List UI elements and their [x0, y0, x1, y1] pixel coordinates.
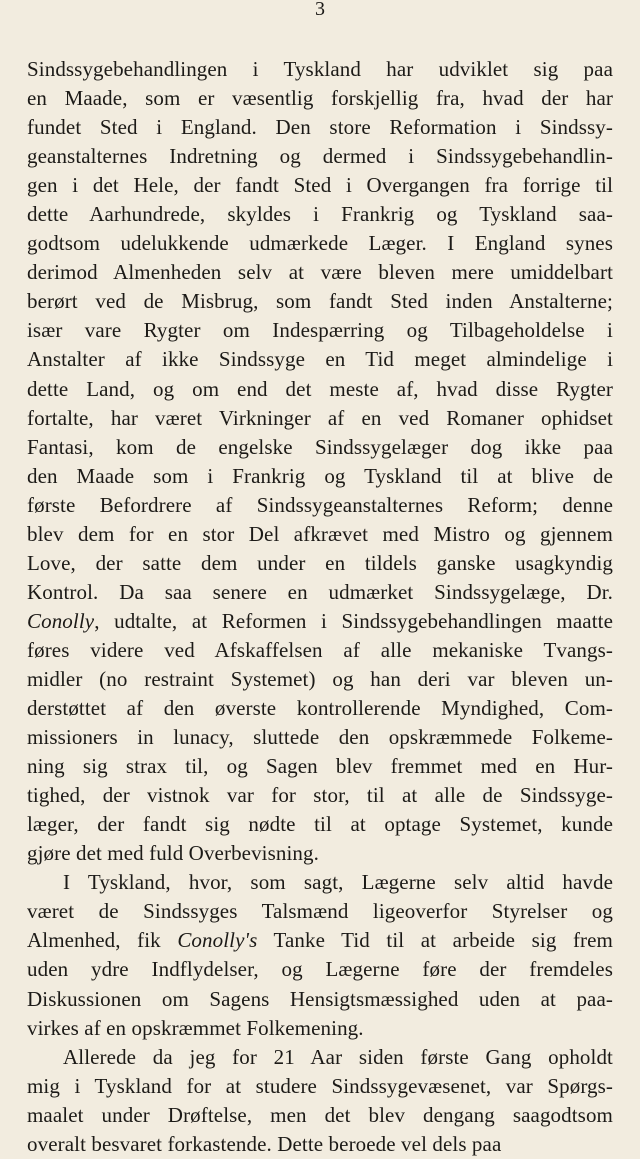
- text-run: især vare Rygter om Indespærring og Tilbageholdelse i: [27, 318, 613, 343]
- text-line: [27, 200, 613, 229]
- text-run: været de Sindssyges Talsmænd ligeoverfor Styrelser og: [27, 899, 613, 924]
- text-run: dette Land, og om end det meste af, hvad disse Rygter: [27, 376, 613, 401]
- text-line: [27, 258, 613, 287]
- text-run: missioners in lunacy, sluttede den opskræmmede Folkeme-: [27, 725, 613, 750]
- text-line: [27, 955, 613, 984]
- text-run: , udtalte, at Reformen i Sindssygebehandlingen maatte: [94, 608, 613, 633]
- text-run: I Tyskland, hvor, som sagt, Lægerne selv altid havde: [63, 870, 613, 895]
- paragraph: [27, 55, 613, 868]
- text-run: geanstalternes Indretning og dermed i Sindssygebehandlin-: [27, 144, 613, 169]
- text-run: derimod Almenheden selv at være bleven mere umiddelbart: [27, 260, 613, 285]
- text-run: fortalte, har været Virkninger af en ved Romaner ophidset: [27, 405, 613, 430]
- text-run: Almenhed, fik: [27, 928, 178, 953]
- text-line: [27, 113, 613, 142]
- text-line: [27, 375, 613, 404]
- text-run: virkes af en opskræmmet Folkemening.: [27, 1015, 364, 1040]
- text-line: [27, 897, 613, 926]
- text-run: Tanke Tid til at arbeide sig frem: [257, 928, 613, 953]
- text-run: føres videre ved Afskaffelsen af alle mekaniske Tvangs-: [27, 637, 613, 662]
- text-run: Diskussionen om Sagens Hensigtsmæssighed uden at paa-: [27, 986, 613, 1011]
- text-line: [27, 171, 613, 200]
- text-line: [27, 1072, 613, 1101]
- text-run: Love, der satte dem under en tildels ganske usagkyndig: [27, 550, 613, 575]
- text-line: [27, 1014, 613, 1043]
- text-line: [27, 316, 613, 345]
- text-line: [27, 520, 613, 549]
- text-run: blev dem for en stor Del afkrævet med Mistro og gjennem: [27, 521, 613, 546]
- text-line: [27, 868, 613, 897]
- text-line: [27, 287, 613, 316]
- text-run: fundet Sted i England. Den store Reformation i Sindssy-: [27, 115, 613, 140]
- text-line: [27, 781, 613, 810]
- text-line: [27, 549, 613, 578]
- text-line: [27, 985, 613, 1014]
- italic-name: Conolly's: [177, 928, 258, 953]
- text-run: ning sig strax til, og Sagen blev fremmet med en Hur-: [27, 754, 613, 779]
- text-line: [27, 229, 613, 258]
- text-run: maalet under Drøftelse, men det blev dengang saagodtsom: [27, 1102, 613, 1127]
- body-text: [27, 55, 613, 1159]
- italic-name: Conolly: [27, 608, 95, 633]
- text-run: Sindssygebehandlingen i Tyskland har udviklet sig paa: [27, 57, 613, 81]
- page-number: 3: [315, 0, 325, 20]
- text-line: [27, 84, 613, 113]
- text-line: [27, 636, 613, 665]
- text-run: overalt besvaret forkastende. Dette beroede vel dels paa: [27, 1131, 502, 1156]
- text-run: derstøttet af den øverste kontrollerende Myndighed, Com-: [27, 696, 613, 721]
- text-line: [27, 839, 613, 868]
- text-run: uden ydre Indflydelser, og Lægerne føre der fremdeles: [27, 957, 613, 982]
- text-line: [27, 578, 613, 607]
- text-line: [27, 1101, 613, 1130]
- text-run: læger, der fandt sig nødte til at optage Systemet, kunde: [27, 812, 613, 837]
- text-run: berørt ved de Misbrug, som fandt Sted inden Anstalterne;: [27, 289, 613, 314]
- paragraph: [27, 868, 613, 1042]
- text-line: [27, 752, 613, 781]
- text-line: [27, 694, 613, 723]
- text-line: [27, 55, 613, 84]
- text-run: dette Aarhundrede, skyldes i Frankrig og Tyskland saa-: [27, 202, 613, 227]
- text-run: en Maade, som er væsentlig forskjellig fra, hvad der har: [27, 86, 613, 111]
- text-line: [27, 404, 613, 433]
- text-line: [27, 810, 613, 839]
- text-run: Kontrol. Da saa senere en udmærket Sindssygelæge, Dr.: [27, 579, 613, 604]
- text-line: [27, 491, 613, 520]
- text-run: første Befordrere af Sindssygeanstalternes Reform; denne: [27, 492, 613, 517]
- text-line: [27, 607, 613, 636]
- text-run: tighed, der vistnok var for stor, til at alle de Sindssyge-: [27, 783, 613, 808]
- text-line: [27, 1043, 613, 1072]
- text-run: den Maade som i Frankrig og Tyskland til at blive de: [27, 463, 613, 488]
- text-run: Fantasi, kom de engelske Sindssygelæger dog ikke paa: [27, 434, 613, 459]
- text-line: [27, 345, 613, 374]
- paragraph: [27, 1043, 613, 1159]
- text-run: Anstalter af ikke Sindssyge en Tid meget almindelige i: [27, 347, 613, 372]
- text-line: [27, 142, 613, 171]
- text-run: midler (no restraint Systemet) og han deri var bleven un-: [27, 666, 613, 691]
- text-line: [27, 665, 613, 694]
- text-line: [27, 926, 613, 955]
- text-line: [27, 462, 613, 491]
- text-run: godtsom udelukkende udmærkede Læger. I England synes: [27, 231, 613, 256]
- text-run: gjøre det med fuld Overbevisning.: [27, 841, 319, 866]
- text-run: mig i Tyskland for at studere Sindssygevæsenet, var Spørgs-: [27, 1073, 613, 1098]
- text-line: [27, 433, 613, 462]
- text-run: Allerede da jeg for 21 Aar siden første Gang opholdt: [63, 1044, 613, 1069]
- text-line: [27, 1130, 613, 1159]
- text-line: [27, 723, 613, 752]
- text-run: gen i det Hele, der fandt Sted i Overgangen fra forrige til: [27, 173, 613, 198]
